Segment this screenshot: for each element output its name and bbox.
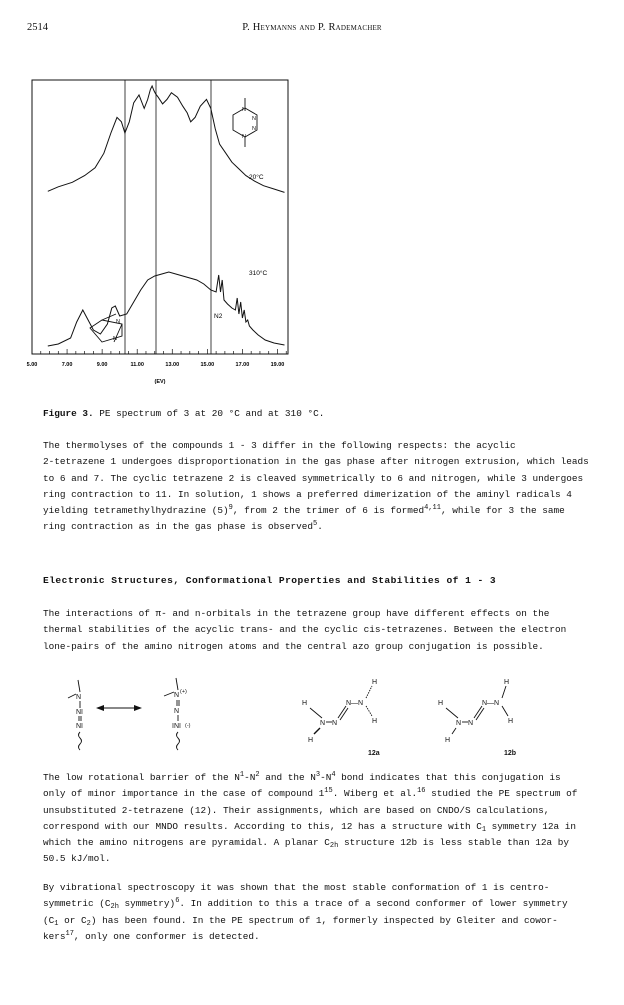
text-line: The low rotational barrier of the $N^1-N^2$ and the $N^3-N^4$ bond indicates that this conjugation is bbox=[43, 771, 561, 783]
tetrazene-structures bbox=[40, 672, 600, 764]
text-line: ring contraction to 11. In solution, 1 shows a preferred dimerization of the aminyl radicals 4 bbox=[43, 488, 572, 500]
x-tick-label: 19.00 bbox=[270, 362, 285, 368]
text-line: lone-pairs of the amino nitrogen atoms and the central azo group conjugation is possible. bbox=[43, 640, 544, 652]
running-authors: P. Heymanns and P. Rademacher bbox=[242, 22, 382, 33]
x-tick-label: 15.00 bbox=[200, 362, 215, 368]
paragraph-vibrational bbox=[43, 880, 589, 945]
label-12a: 12a bbox=[368, 750, 380, 757]
svg-text:NI: NI bbox=[76, 709, 83, 716]
figure-caption bbox=[43, 408, 603, 419]
svg-text:N: N bbox=[456, 720, 462, 727]
svg-text:(-): (-) bbox=[185, 723, 191, 729]
figure-label: Figure 3. bbox=[43, 408, 94, 419]
text-line: The thermolyses of the compounds 1 - 3 differ in the following respects: the acyclic bbox=[43, 440, 516, 451]
x-tick-label: 13.00 bbox=[165, 362, 180, 368]
resonance-structure-right bbox=[164, 678, 191, 750]
citation: 9 bbox=[228, 504, 233, 513]
text-line: symmetric ($C_{2h}$ symmetry)$^6$. In addition to this a trace of a second conformer of lower symmetry bbox=[43, 897, 568, 912]
text-line: kers$^{17}$, only one conformer is detected. bbox=[43, 929, 260, 942]
svg-text:N—N: N—N bbox=[482, 700, 500, 707]
svg-text:(+): (+) bbox=[180, 689, 187, 695]
text-line: which the amino nitrogens are pyramidal. A planar $C_{2h}$ structure 12b is less stable than 12a by bbox=[43, 837, 569, 851]
svg-text:N: N bbox=[174, 708, 180, 715]
series-line-1 bbox=[48, 272, 285, 346]
text-line: 2-tetrazene 1 undergoes disproportionation in the gas phase after nitrogen extrusion, which leads bbox=[43, 456, 589, 468]
svg-text:INI: INI bbox=[172, 723, 181, 730]
citation: 15 bbox=[324, 787, 333, 796]
running-header bbox=[27, 22, 597, 38]
pe-spectrum-chart bbox=[26, 78, 292, 388]
x-tick-label: 9.00 bbox=[96, 362, 108, 368]
svg-text:H: H bbox=[438, 700, 444, 707]
section-heading: Electronic Structures, Conformational Properties and Stabilities of 1 - 3 bbox=[43, 575, 497, 586]
tetrazine-ring-structure bbox=[233, 98, 257, 147]
annotation-n2: N2 bbox=[214, 313, 223, 320]
resonance-structure-left bbox=[68, 680, 83, 750]
text-line: yielding tetramethylhydrazine $(5)^9$, from 2 the trimer of 6 is formed$^{4,11}$, while for 3 the same bbox=[43, 504, 565, 517]
svg-text:H: H bbox=[508, 718, 514, 725]
label-12b: 12b bbox=[504, 750, 517, 757]
svg-text:NI: NI bbox=[76, 723, 83, 730]
svg-text:N: N bbox=[320, 720, 326, 727]
text-line: By vibrational spectroscopy it was shown that the most stable conformation of 1 is centro- bbox=[43, 882, 550, 893]
paragraph-rotational-barrier bbox=[43, 770, 589, 868]
paragraph-thermolyses bbox=[43, 438, 589, 536]
text-line: ($C_1$ or $C_2$) has been found. In the PE spectrum of 1, formerly inspected by Gleiter and cowor- bbox=[43, 914, 558, 928]
bicyclic-structure bbox=[90, 314, 122, 342]
figure-caption-text: PE spectrum of 3 at 20 °C and at 310 °C. bbox=[99, 408, 325, 419]
svg-text:N: N bbox=[252, 126, 256, 132]
text-line: unsubstituted 2-tetrazene (12). Their assignments, which are based on CNDO/S calculations, bbox=[43, 804, 550, 816]
x-tick-label: 7.00 bbox=[61, 362, 73, 368]
svg-text:H: H bbox=[504, 679, 510, 686]
citation: 5 bbox=[313, 520, 318, 529]
structure-12b bbox=[438, 679, 516, 757]
citation: 16 bbox=[417, 787, 426, 796]
citation: 17 bbox=[65, 929, 74, 938]
svg-text:H: H bbox=[372, 718, 378, 725]
citation: 6 bbox=[175, 897, 180, 906]
citation: 4,11 bbox=[424, 504, 441, 513]
svg-text:H: H bbox=[445, 737, 451, 744]
svg-text:H: H bbox=[372, 679, 378, 686]
plot-frame bbox=[32, 80, 288, 354]
text-line: thermal stabilities of the acyclic trans- and the cyclic cis-tetrazenes. Between the electron bbox=[43, 624, 567, 636]
svg-text:N: N bbox=[242, 134, 246, 140]
text-line: The interactions of π- and n-orbitals in the tetrazene group have different effects on the bbox=[43, 608, 550, 619]
svg-text:N—N: N—N bbox=[346, 700, 364, 707]
svg-text:H: H bbox=[308, 737, 314, 744]
annotation-20c: 20°C bbox=[249, 174, 264, 181]
svg-text:N: N bbox=[116, 319, 120, 325]
svg-text:N: N bbox=[242, 107, 246, 113]
x-tick-label: 11.00 bbox=[130, 362, 144, 368]
svg-text:N: N bbox=[113, 336, 117, 342]
resonance-arrow bbox=[96, 705, 142, 711]
x-tick-label: 17.00 bbox=[235, 362, 250, 368]
text-line: ring contraction as in the gas phase is observed$^5$. bbox=[43, 520, 323, 533]
x-axis-label: (EV) bbox=[154, 379, 166, 385]
page-number: 2514 bbox=[27, 22, 48, 33]
text-line: correspond with our MNDO results. According to this, 12 has a structure with $C_1$ symmetry 12a in bbox=[43, 820, 577, 834]
annotation-310c: 310°C bbox=[249, 270, 268, 277]
text-line: 50.5 kJ/mol. bbox=[43, 853, 111, 865]
svg-text:N: N bbox=[174, 692, 180, 699]
text-line: to 6 and 7. The cyclic tetrazene 2 is cleaved symmetrically to 6 and nitrogen, while 3 undergoes bbox=[43, 472, 584, 484]
paragraph-interactions bbox=[43, 606, 589, 655]
text-line: only of minor importance in the case of compound $1^{15}$. Wiberg et al.$^{16}$ studied the PE spectrum of bbox=[43, 787, 578, 800]
svg-text:N: N bbox=[468, 720, 474, 727]
structure-12a bbox=[302, 679, 380, 757]
svg-text:H: H bbox=[302, 700, 308, 707]
svg-text:N: N bbox=[252, 116, 256, 122]
svg-text:N: N bbox=[332, 720, 338, 727]
svg-text:N: N bbox=[76, 694, 82, 701]
x-tick-label: 5.00 bbox=[26, 362, 38, 368]
band-marker-lines bbox=[125, 80, 211, 354]
